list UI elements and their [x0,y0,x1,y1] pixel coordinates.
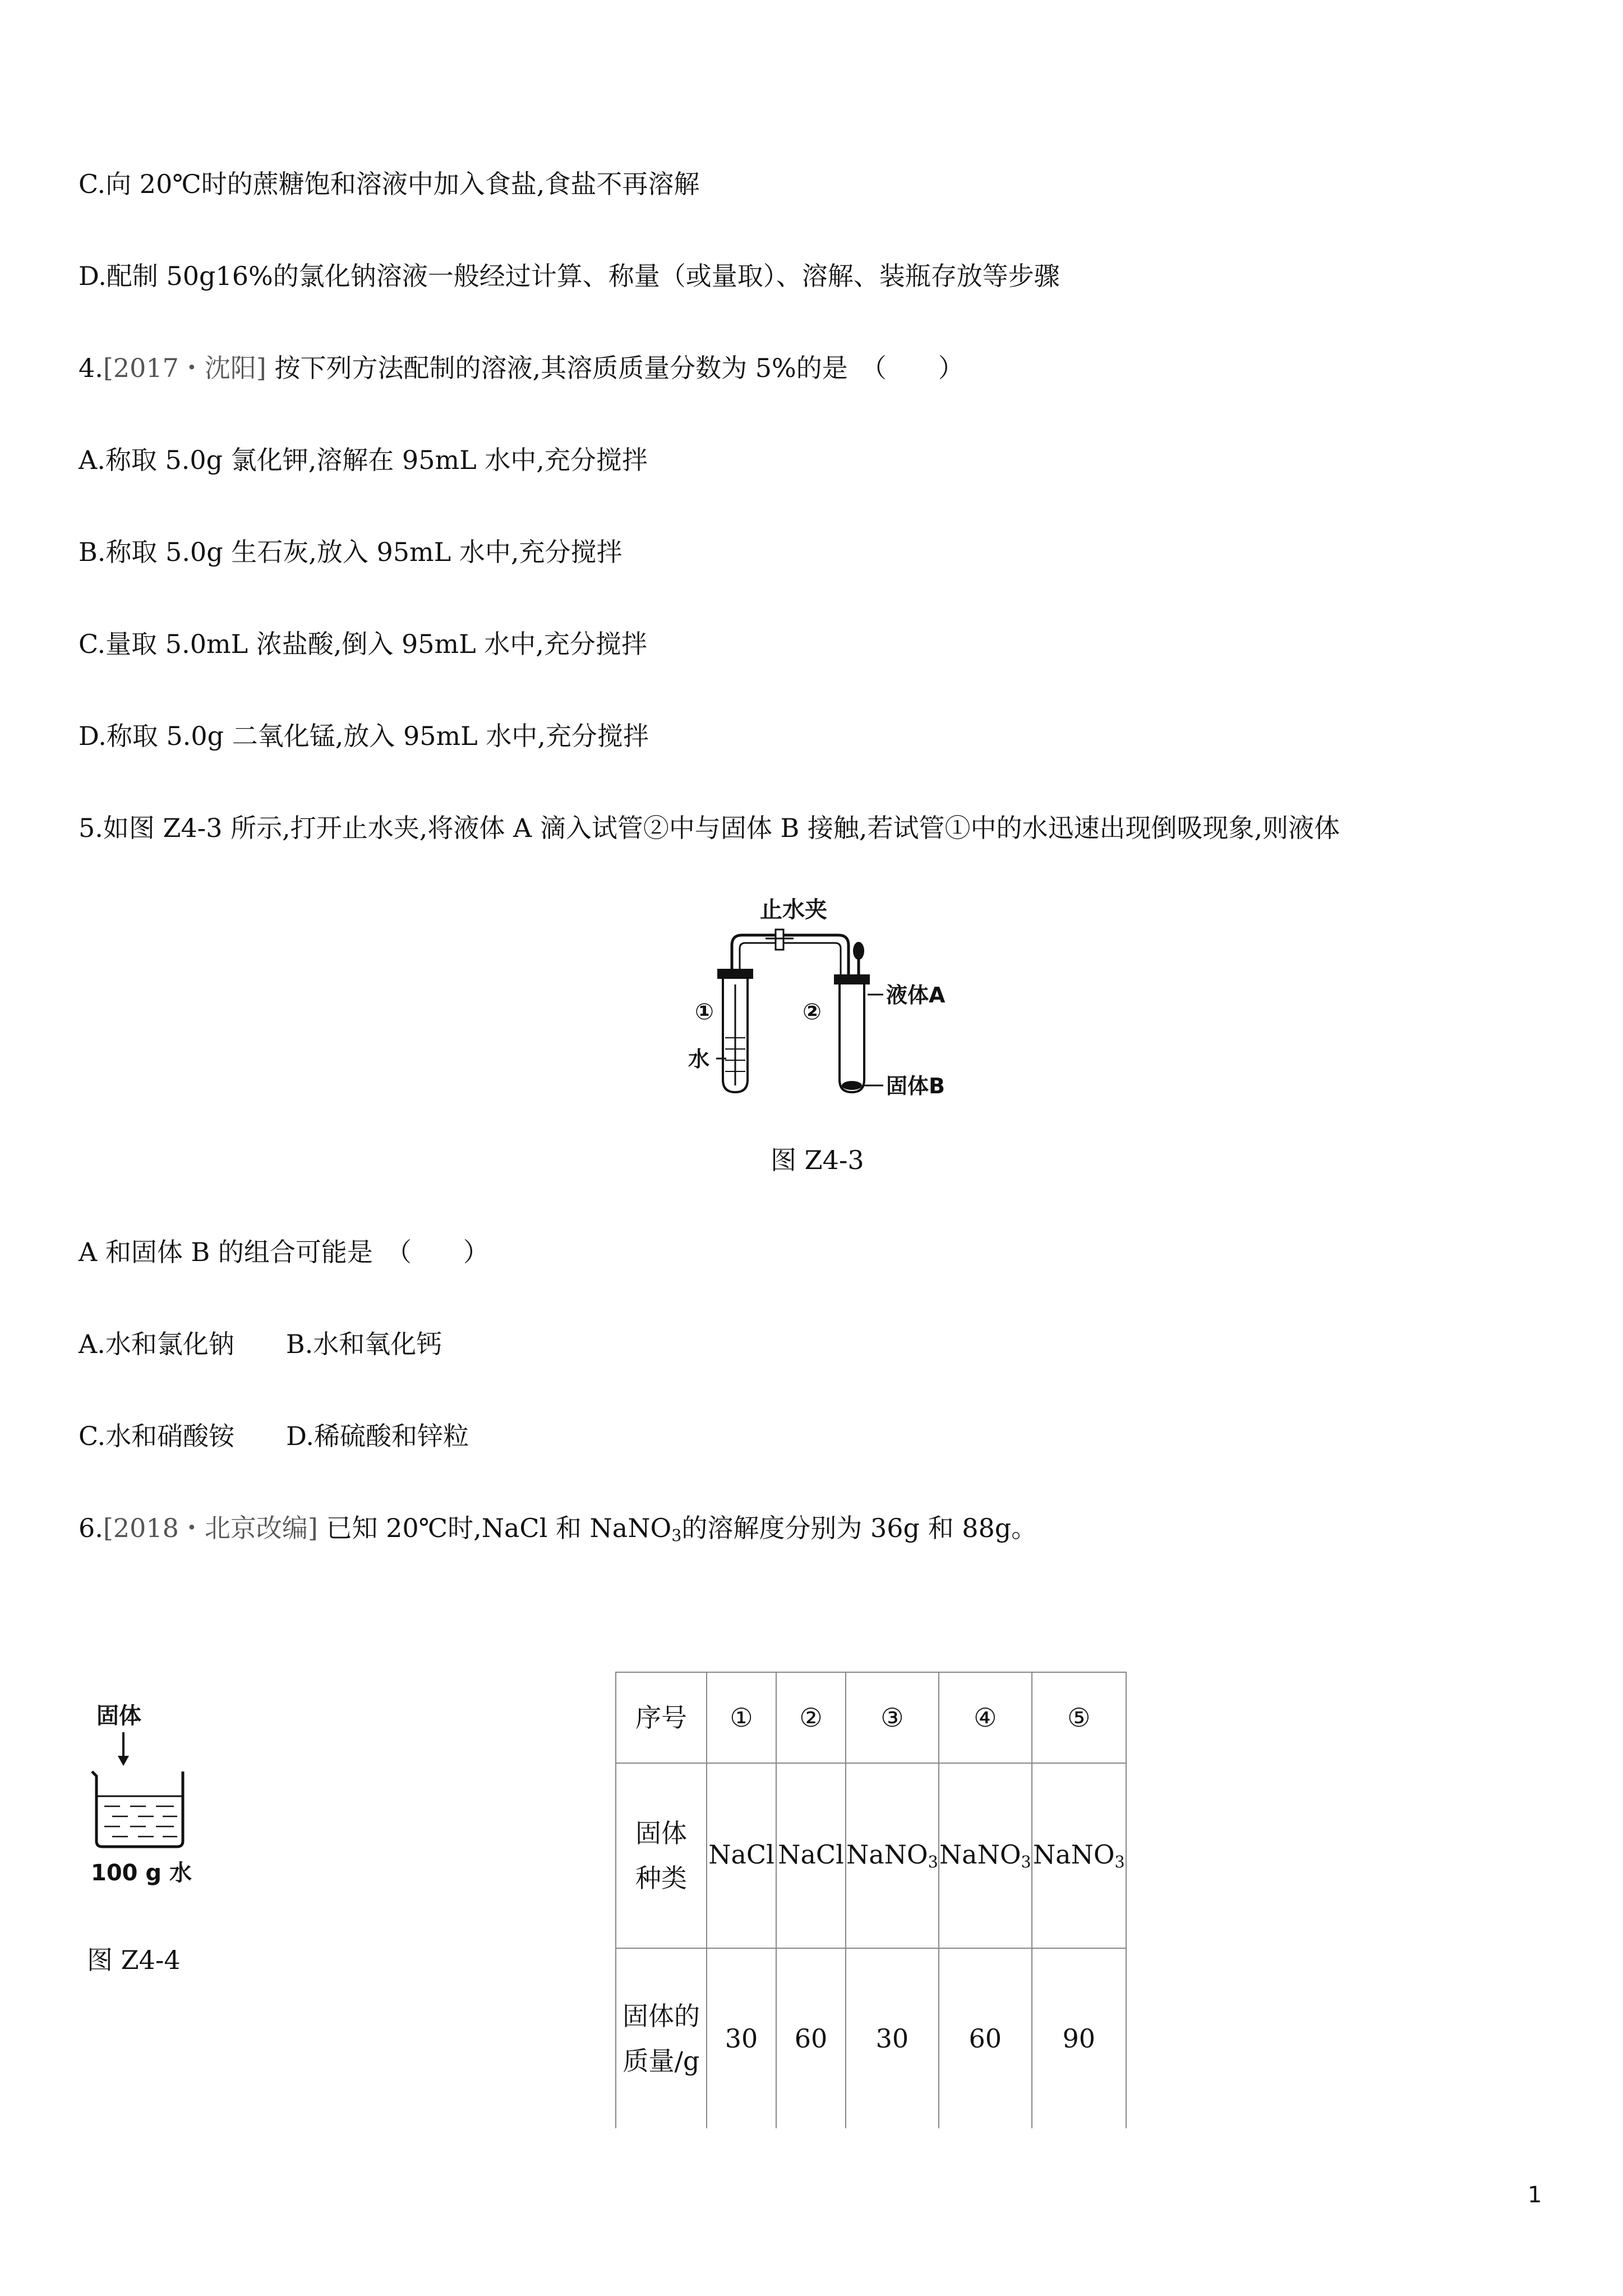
test-tube-2 [840,984,864,1092]
q4-question: 按下列方法配制的溶液,其溶质质量分数为 5%的是 （ ） [274,353,964,383]
row-label-line-1: 固体的 [623,2001,700,2031]
row-label-line-1: 固体 [635,1818,687,1848]
q6-source: [2018・北京改编] [103,1513,318,1543]
q4-option-c: C.量取 5.0mL 浓盐酸,倒入 95mL 水中,充分搅拌 [79,629,647,659]
header-col-3: ③ [846,1672,939,1763]
beaker-drawing [84,1700,202,1890]
tube-2-label: ② [803,999,822,1025]
q6-number: 6. [79,1513,103,1543]
water-mass-label: 100 g 水 [91,1860,192,1886]
q4-number: 4. [79,353,103,383]
table-row [616,1672,1126,1763]
table-cell [939,1763,1032,1948]
arrow-down-icon [118,1756,129,1766]
figure-z4-4-beaker [84,1700,202,1890]
header-col-2: ② [776,1672,846,1763]
q6-stem [79,1511,1037,1553]
table-row [616,1948,1126,2128]
q4-option-d: D.称取 5.0g 二氧化锰,放入 95mL 水中,充分搅拌 [79,721,649,751]
water-label: 水 [688,1047,710,1071]
cell-text: NaNO [846,1839,928,1870]
q6-subscript: 3 [671,1526,682,1545]
q5-options-ab: A.水和氯化钠 B.水和氧化钙 [79,1329,442,1359]
cell-text: NaNO [939,1839,1021,1870]
tube-1-label: ① [695,999,714,1025]
cell-text: NaCl [778,1839,844,1870]
cell-text: NaCl [708,1839,774,1870]
header-label: 序号 [616,1672,707,1763]
figure-z4-4-caption: 图 Z4-4 [87,1945,181,1975]
q6-question-a: 已知 20℃时,NaCl 和 NaNO [326,1513,672,1543]
header-col-5: ⑤ [1032,1672,1126,1763]
table-cell [707,1763,776,1948]
figure-z4-3-apparatus [687,895,956,1102]
table-cell: 30 [707,1948,776,2128]
clamp-label: 止水夹 [760,897,827,923]
table-cell: 30 [846,1948,939,2128]
q3-option-d: D.配制 50g16%的氯化钠溶液一般经过计算、称量（或量取）、溶解、装瓶存放等步骤 [79,261,1060,291]
cell-subscript: 3 [1021,1853,1031,1872]
q5-options-cd: C.水和硝酸铵 D.稀硫酸和锌粒 [79,1421,469,1451]
q6-question-b: 的溶解度分别为 36g 和 88g。 [681,1513,1038,1543]
row-label-line-2: 质量/g [623,2046,700,2076]
q4-option-a: A.称取 5.0g 氯化钾,溶解在 95mL 水中,充分搅拌 [79,445,648,475]
beaker-icon [92,1772,183,1847]
header-col-4: ④ [939,1672,1032,1763]
row-label-line-2: 种类 [635,1863,687,1893]
cell-subscript: 3 [1114,1853,1125,1872]
solid-data-table [615,1672,1127,2128]
q3-option-c: C.向 20℃时的蔗糖饱和溶液中加入食盐,食盐不再溶解 [79,169,700,199]
figure-z4-3-caption: 图 Z4-3 [771,1145,864,1175]
liquid-a-label: 液体A [886,983,946,1007]
cell-subscript: 3 [928,1853,938,1872]
q5-stem-continued: A 和固体 B 的组合可能是 （ ） [79,1237,489,1267]
q4-source: [2017・沈阳] [103,353,266,383]
header-col-1: ① [707,1672,776,1763]
dropper-icon [853,942,864,960]
solid-b-label: 固体B [886,1074,945,1098]
table-cell [776,1763,846,1948]
table-cell [846,1763,939,1948]
q4-option-b: B.称取 5.0g 生石灰,放入 95mL 水中,充分搅拌 [79,537,623,567]
cell-text: NaNO [1032,1839,1115,1870]
apparatus-drawing [687,895,956,1102]
clamp-icon [776,930,783,950]
table-row [616,1763,1126,1948]
row-label-solid-mass [616,1948,707,2128]
table-cell [1032,1763,1126,1948]
q5-stem: 5.如图 Z4-3 所示,打开止水夹,将液体 A 滴入试管②中与固体 B 接触,若试管①中的水迅速出现倒吸现象,则液体 [79,813,1340,843]
row-label-solid-kind [616,1763,707,1948]
q4-stem [79,351,964,385]
table-cell: 60 [776,1948,846,2128]
table-cell: 90 [1032,1948,1126,2128]
solid-label: 固体 [96,1703,141,1729]
page-number: 1 [1528,2182,1542,2208]
table-cell: 60 [939,1948,1032,2128]
